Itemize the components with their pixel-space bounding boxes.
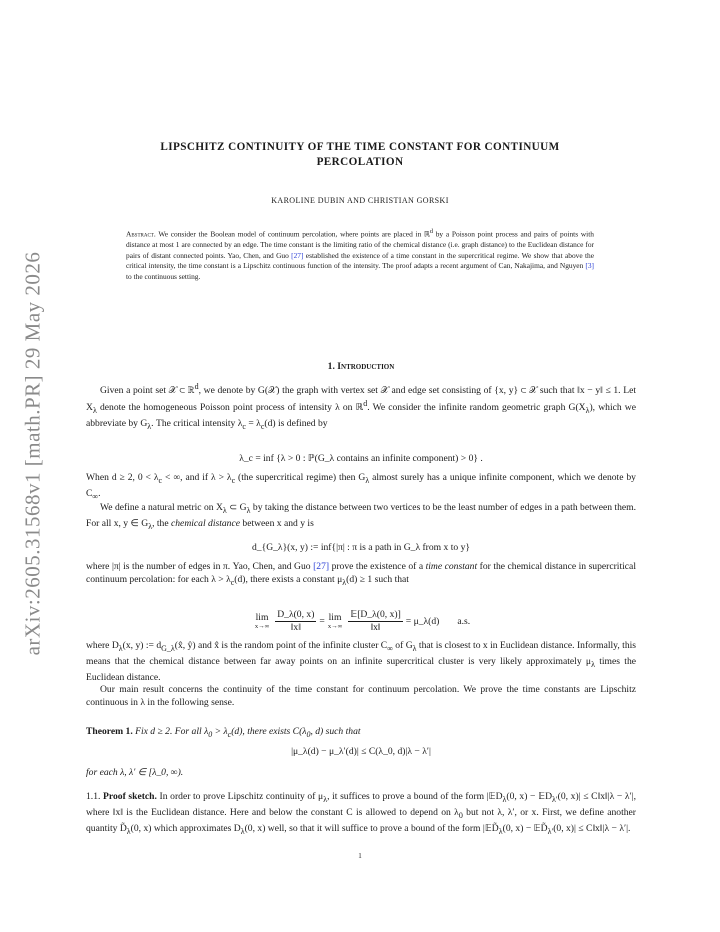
title-line-1: LIPSCHITZ CONTINUITY OF THE TIME CONSTANT FOR CONTINUUM — [160, 141, 560, 153]
abstract-label: Abstract. — [126, 229, 156, 239]
equation-lipschitz-bound: |μ_λ(d) − μ_λ′(d)| ≤ C(λ_0, d)|λ − λ′| — [291, 746, 431, 757]
paragraph-chemical-distance: We define a natural metric on $X_\lambda$ ⊂ $G_\lambda$ by taking the distance between two vertices to be the least number of edges in a path between them. For all x, y ∈ $G_\lambda$, the chemical distance between x and y is — [86, 502, 636, 531]
limit-operator-1: lim x→∞ — [254, 612, 270, 630]
equation-critical-intensity: λ_c = inf {λ > 0 : ℙ(G_λ contains an infinite component) > 0} . — [239, 453, 483, 464]
author-list: KAROLINE DUBIN AND CHRISTIAN GORSKI — [271, 196, 449, 205]
paragraph-point-set: Given a point set 𝒳 ⊂ ℝ$^d$, we denote by G(𝒳) the graph with vertex set 𝒳 and edge set consisting of {x, y} ⊂ 𝒳 such that ‖x − y‖ ≤ 1. Let $X_\lambda$ denote the homogeneous Poisson point process of intensity λ on ℝ$^d$. We consider the infinite random geometric graph $G(X_\lambda)$, which we abbreviate by $G_\lambda$. The critical intensity $\lambda_c = \lambda_c(d)$ is defined by — [86, 382, 636, 431]
theorem-1-tail: for each λ, λ′ ∈ [λ_0, ∞). — [86, 767, 184, 778]
section-heading-introduction: 1. Introduction — [327, 361, 395, 372]
arxiv-identifier-stamp — [8, 238, 58, 668]
fraction-expectation: $\frac{\text{𝔼[D\_λ(0, x)]}}{‖x‖}$ — [350, 608, 401, 633]
arxiv-id-text: arXiv:2605.31568v1 [math.PR] 29 May 2026 — [20, 251, 45, 655]
paragraph-main-result: Our main result concerns the continuity of the time constant for continuum percolation. We prove the time constants are Lipschitz continuous in λ in the following sense. — [86, 684, 636, 708]
paragraph-proof-sketch: 1.1. Proof sketch. In order to prove Lipschitz continuity of $\mu_\lambda$, it suffices to prove a bound of the form |𝔼D$_\lambda$(0, x) − 𝔼D$_{\lambda'}$(0, x)| ≤ C‖x‖|λ − λ′|, where ‖x‖ is the Euclidean distance. Here and below the constant C is allowed to depend on $\lambda_0$ but not λ, λ′, or x. First, we define another quantity $D̃_\lambda(0$, x) which approximates $D_\lambda(0$, x) well, so that it will suffice to prove a bound of the form $|𝔼D̃_\lambda(0$, $x) - 𝔼D̃_{\lambda'}(0$, x)| ≤ C‖x‖|λ − λ′|. — [86, 791, 636, 836]
fraction-chemical: $\frac{D\_\lambda(0, x)}{‖x‖}$ — [277, 608, 315, 633]
paragraph-supercritical: When d ≥ 2, $0 < \lambda_c$ < ∞, and if $\lambda > \lambda_c$ (the supercritical regime) then $G_\lambda$ almost surely has a unique infinite component, which we denote by $C_\infty$. — [86, 472, 636, 501]
citation-link-27b[interactable]: [27] — [313, 561, 330, 572]
page-number: 1 — [358, 852, 362, 860]
equation-time-constant-limit: lim x→∞ $\frac{D\_\lambda(0, x)}{‖x‖}$ = lim x→∞ $\frac{\text{𝔼[D\_λ(0, x)]}}{‖x‖}$ = μ_λ(d) a.s. — [254, 608, 471, 633]
equation-chemical-distance: d_{G_λ}(x, y) := inf{|π| : π is a path in G_λ from x to y} — [252, 542, 470, 553]
theorem-label: Theorem 1. — [86, 726, 133, 737]
paragraph-infinite-cluster: where $D_\lambda(x$, y) := $d_{G\_\lambda}(x̂$, ŷ) and x̂ is the random point of the infinite cluster $C_\infty$ of $G_\lambda$ that is closest to x in Euclidean distance. Informally, this means that the chemical distance between far away points on an infinite supercritical cluster is very likely approximately $\mu_\lambda$ times the Euclidean distance. — [86, 640, 637, 683]
paper-title — [100, 140, 620, 170]
citation-link-3[interactable]: [3] — [585, 261, 594, 271]
title-line-2: PERCOLATION — [316, 156, 404, 168]
subsection-heading: Proof sketch. — [103, 791, 157, 802]
limit-operator-2: lim x→∞ — [327, 612, 343, 630]
theorem-1: Theorem 1. Fix d ≥ 2. For all $\lambda_0 > \lambda_c(d)$, there exists $C(\lambda_0$, d) such that — [86, 726, 361, 739]
paragraph-time-constant: where |π| is the number of edges in π. Yao, Chen, and Guo [27] prove the existence of a time constant for the chemical distance in supercritical continuum percolation: for each $\lambda > \lambda_c(d)$, there exists a constant $\mu_\lambda(d) \ge 1$ such that — [86, 561, 636, 587]
citation-link-27[interactable]: [27] — [291, 250, 304, 260]
abstract: Abstract. We consider the Boolean model of continuum percolation, where points are placed in ℝ$^d$ by a Poisson point process and pairs of points with distance at most 1 are connected by an edge. The time constant is the limiting ratio of the chemical distance (i.e. graph distance) to the Euclidean distance for pairs of distant connected points. Yao, Chen, and Guo [27] established the existence of a time constant in the supercritical regime. We show that above the critical intensity, the time constant is a Lipschitz continuous function of the intensity. The proof adapts a recent argument of Can, Nakajima, and Nguyen [3] to the continuous setting. — [126, 229, 594, 281]
